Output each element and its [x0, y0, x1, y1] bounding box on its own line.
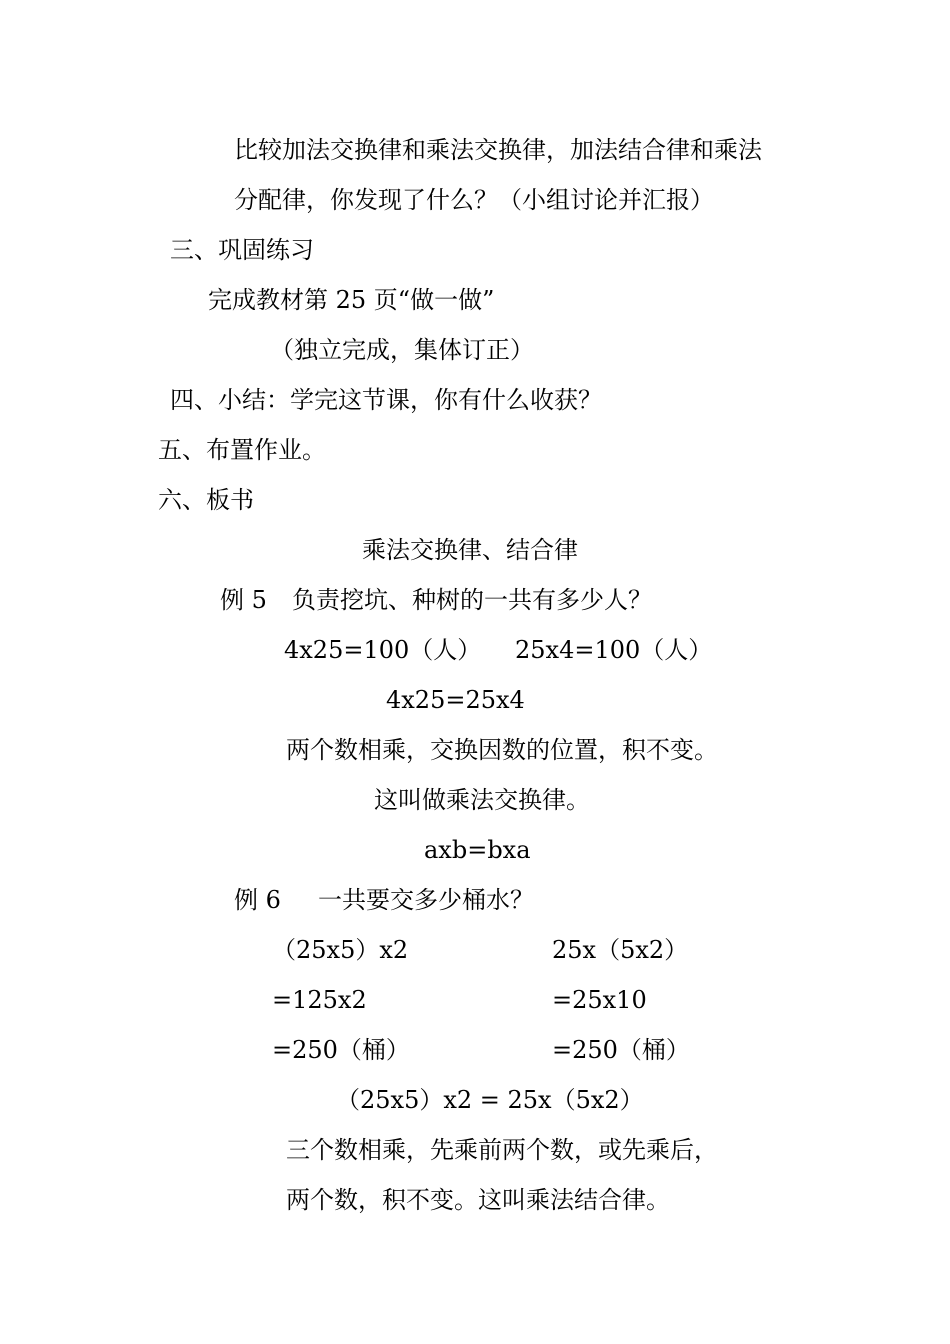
- example-6-left-step-1: （25x5）x2: [272, 936, 409, 964]
- board-title: 乘法交换律、结合律: [362, 536, 578, 564]
- example-5-formula: axb=bxa: [424, 836, 531, 864]
- example-6-rule-line-1: 三个数相乘，先乘前两个数，或先乘后，: [286, 1136, 718, 1164]
- example-6-question: 一共要交多少桶水？: [318, 886, 534, 914]
- section-3-task: 完成教材第 25 页“做一做”: [208, 286, 495, 314]
- example-5-question: 负责挖坑、种树的一共有多少人？: [292, 586, 652, 614]
- example-5-rule: 两个数相乘，交换因数的位置，积不变。: [286, 736, 718, 764]
- example-6-right-step-2: =25x10: [552, 986, 647, 1014]
- example-5-rule-name: 这叫做乘法交换律。: [374, 786, 590, 814]
- section-3-heading: 三、巩固练习: [170, 236, 314, 264]
- example-6-right-step-1: 25x（5x2）: [552, 936, 689, 964]
- section-3-note: （独立完成，集体订正）: [270, 336, 534, 364]
- section-5-heading: 五、布置作业。: [158, 436, 326, 464]
- example-5-equation-right: 25x4=100（人）: [515, 636, 713, 664]
- example-6-equality: （25x5）x2 = 25x（5x2）: [336, 1086, 644, 1114]
- section-4-heading: 四、小结：学完这节课，你有什么收获？: [170, 386, 602, 414]
- example-6-label: 例 6: [234, 886, 281, 914]
- example-6-rule-line-2: 两个数，积不变。这叫乘法结合律。: [286, 1186, 670, 1214]
- example-6-right-step-3: =250（桶）: [552, 1036, 690, 1064]
- section-6-heading: 六、板书: [158, 486, 254, 514]
- discussion-line-1: 比较加法交换律和乘法交换律，加法结合律和乘法: [234, 136, 762, 164]
- discussion-line-2: 分配律，你发现了什么？（小组讨论并汇报）: [234, 186, 714, 214]
- example-6-left-step-3: =250（桶）: [272, 1036, 410, 1064]
- example-5-equation-left: 4x25=100（人）: [284, 636, 482, 664]
- example-6-left-step-2: =125x2: [272, 986, 367, 1014]
- example-5-label: 例 5: [220, 586, 267, 614]
- example-5-equality: 4x25=25x4: [386, 686, 525, 714]
